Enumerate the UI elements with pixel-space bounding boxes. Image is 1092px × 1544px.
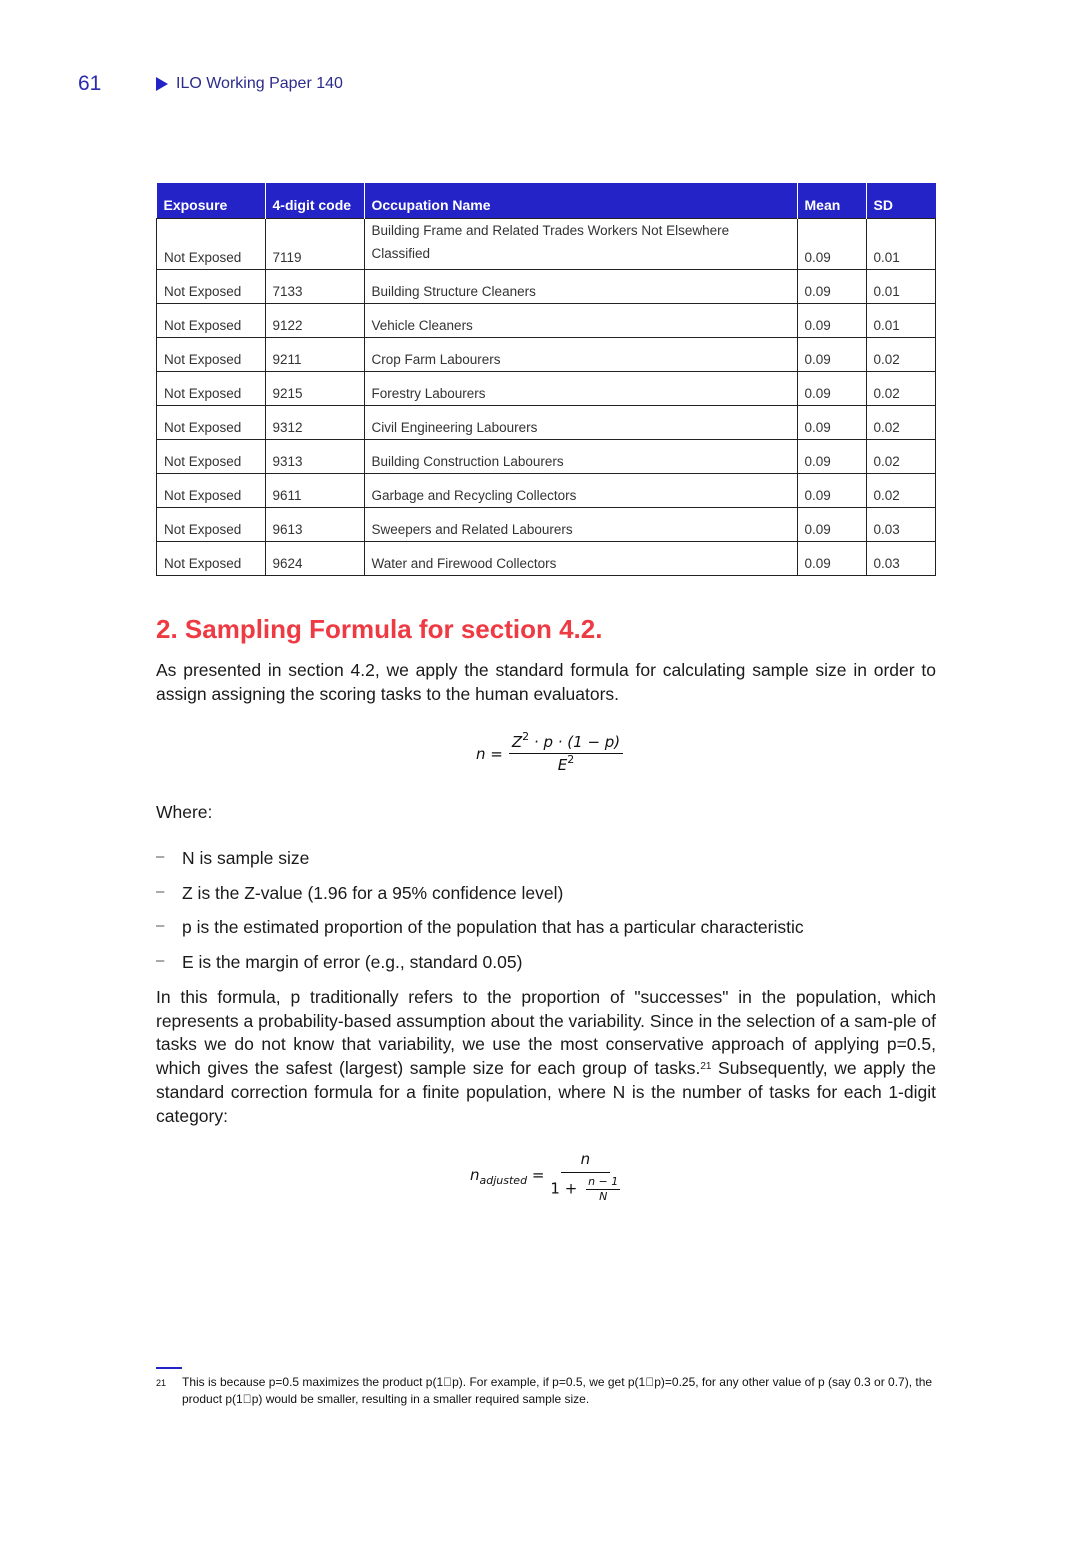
cell-mean: 0.09 — [797, 219, 866, 270]
footnote-text: This is because p=0.5 maximizes the product p(1 p). For example, if p=0.5, we get p(1 p)=0.25, for any other value of p (say 0.3 or 0.7), the product p(1 p) would be smaller, resulting in a smaller required sample size. — [182, 1375, 933, 1406]
list-item: – E is the margin of error (e.g., standard 0.05) — [156, 951, 523, 972]
cell-exposure: Not Exposed — [157, 542, 266, 576]
table-row — [157, 542, 936, 576]
formula-lhs: $n_{adjusted}$ = — [470, 1166, 545, 1187]
cell-code: 9611 — [265, 474, 364, 508]
footnote — [156, 1374, 936, 1408]
cell-sd: 0.02 — [866, 372, 936, 406]
cell-sd: 0.02 — [866, 440, 936, 474]
cell-code: 9312 — [265, 406, 364, 440]
list-item: – p is the estimated proportion of the population that has a particular characteristic — [156, 917, 804, 937]
running-header — [156, 75, 343, 93]
cell-code: 7119 — [265, 219, 364, 270]
table-row — [157, 508, 936, 542]
cell-mean: 0.09 — [797, 440, 866, 474]
formula-lhs: n = — [476, 744, 503, 763]
cell-sd: 0.01 — [866, 270, 936, 304]
cell-exposure: Not Exposed — [157, 219, 266, 270]
sample-size-formula — [476, 730, 623, 774]
cell-code: 9313 — [265, 440, 364, 474]
intro-paragraph: As presented in section 4.2, we apply the standard formula for calculating sample size in order to assign assigning the scoring tasks to the human evaluators. — [156, 660, 936, 704]
cell-occupation: Water and Firewood Collectors — [364, 542, 797, 576]
cell-occupation: Forestry Labourers — [364, 372, 797, 406]
body-paragraph: In this formula, p traditionally refers to the proportion of "successes" in the population, which represents a probability-based assumption about the variability. Since in the selection of a sam-ple of tasks we do not know that variability, we use the most conservative approach of applying p=0.5, which gives the safest (largest) sample size for each group of tasks.$^{21}$ Subsequently, we apply the standard correction formula for a finite population, where N is the number of tasks for each 1-digit category: — [156, 987, 936, 1126]
cell-mean: 0.09 — [797, 270, 866, 304]
cell-mean: 0.09 — [797, 372, 866, 406]
where-label: Where: — [156, 802, 213, 822]
table-row — [157, 474, 936, 508]
cell-code: 9215 — [265, 372, 364, 406]
col-mean: Mean — [797, 183, 866, 219]
cell-code: 9211 — [265, 338, 364, 372]
occupation-table — [156, 183, 936, 576]
cell-occupation: Garbage and Recycling Collectors — [364, 474, 797, 508]
cell-exposure: Not Exposed — [157, 304, 266, 338]
cell-mean: 0.09 — [797, 338, 866, 372]
series-title: ILO Working Paper 140 — [176, 75, 343, 92]
cell-sd: 0.02 — [866, 474, 936, 508]
cell-occupation: Vehicle Cleaners — [364, 304, 797, 338]
cell-sd: 0.02 — [866, 338, 936, 372]
table-header-row — [157, 183, 936, 219]
page-number: 61 — [78, 72, 102, 95]
cell-occupation: Building Construction Labourers — [364, 440, 797, 474]
cell-mean: 0.09 — [797, 542, 866, 576]
cell-occupation: Sweepers and Related Labourers — [364, 508, 797, 542]
footnote-divider — [156, 1367, 182, 1369]
cell-exposure: Not Exposed — [157, 372, 266, 406]
col-sd: SD — [866, 183, 936, 219]
table-row — [157, 338, 936, 372]
cell-occupation: Building Structure Cleaners — [364, 270, 797, 304]
footnote-number: 21 — [156, 1378, 167, 1388]
footnote-reference: 21 — [700, 1061, 712, 1073]
cell-exposure: Not Exposed — [157, 270, 266, 304]
cell-code: 9613 — [265, 508, 364, 542]
table-row — [157, 304, 936, 338]
cell-mean: 0.09 — [797, 406, 866, 440]
col-code: 4-digit code — [265, 183, 364, 219]
formula-numerator: $Z^2 \cdot p \cdot (1 - p)$ — [509, 733, 623, 754]
formula-numerator: n — [561, 1150, 611, 1173]
triangle-bullet-icon — [156, 77, 168, 91]
cell-sd: 0.03 — [866, 508, 936, 542]
formula-denominator: 1 + $\frac{n - 1}{N}$ — [550, 1175, 619, 1203]
formula-denominator: $E^2$ — [557, 753, 575, 774]
section-title: 2. Sampling Formula for section 4.2. — [156, 614, 603, 644]
cell-code: 7133 — [265, 270, 364, 304]
cell-exposure: Not Exposed — [157, 508, 266, 542]
cell-exposure: Not Exposed — [157, 338, 266, 372]
cell-occupation: Crop Farm Labourers — [364, 338, 797, 372]
cell-code: 9624 — [265, 542, 364, 576]
cell-exposure: Not Exposed — [157, 440, 266, 474]
list-item: – Z is the Z-value (1.96 for a 95% confidence level) — [156, 882, 564, 903]
table-row — [157, 406, 936, 440]
cell-sd: 0.01 — [866, 219, 936, 270]
table-row — [157, 219, 936, 270]
cell-occupation: Building Frame and Related Trades Workers Not Elsewhere Classified — [364, 219, 797, 270]
cell-exposure: Not Exposed — [157, 474, 266, 508]
cell-code: 9122 — [265, 304, 364, 338]
list-item: – N is sample size — [156, 848, 310, 868]
cell-sd: 0.01 — [866, 304, 936, 338]
cell-occupation: Civil Engineering Labourers — [364, 406, 797, 440]
table-row — [157, 270, 936, 304]
formula-fraction — [550, 1150, 620, 1203]
formula-fraction — [509, 730, 623, 774]
col-exposure: Exposure — [157, 183, 266, 219]
cell-mean: 0.09 — [797, 508, 866, 542]
definitions-list — [156, 848, 804, 986]
cell-sd: 0.03 — [866, 542, 936, 576]
table-row — [157, 440, 936, 474]
cell-mean: 0.09 — [797, 304, 866, 338]
col-occupation: Occupation Name — [364, 183, 797, 219]
table-row — [157, 372, 936, 406]
cell-exposure: Not Exposed — [157, 406, 266, 440]
finite-correction-formula — [470, 1150, 620, 1203]
cell-mean: 0.09 — [797, 474, 866, 508]
cell-sd: 0.02 — [866, 406, 936, 440]
